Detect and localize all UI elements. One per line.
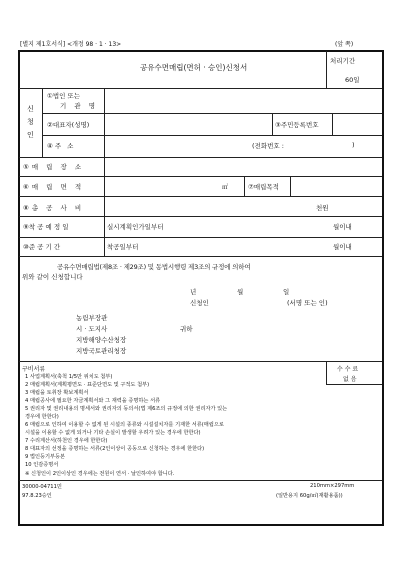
- signature-label: (서명 또는 인): [287, 299, 328, 307]
- phone-close: ): [352, 141, 355, 149]
- date-day: 일: [283, 288, 290, 296]
- row10-bottom: [19, 256, 382, 257]
- finish-unit: 월이내: [333, 243, 352, 251]
- main-label-divider: [104, 157, 105, 257]
- title-bottom-line: [19, 88, 382, 89]
- declaration-line-1: 공유수면매립법(제8조 · 제29조) 및 동법시행령 제3조의 규정에 의하여: [57, 263, 251, 271]
- recipient-4: 지방국토관리청장: [76, 347, 127, 355]
- corp-label-divider: [104, 88, 105, 158]
- area-label: ⑥매 립 면 적: [23, 183, 85, 191]
- applicant-label-3: 인: [27, 131, 34, 139]
- cost-unit: 천원: [316, 204, 329, 212]
- document-item-2: 2 매립계획서(계획평면도 · 표준단면도 및 구적도 첨부): [25, 382, 150, 388]
- applicant-label-1: 신: [27, 105, 34, 113]
- applicant-label-2: 청: [27, 118, 34, 126]
- row2-bottom: [42, 135, 382, 136]
- fee-value: 없 음: [343, 376, 357, 383]
- documents-bottom: [19, 480, 382, 481]
- corp-name-label-1: ①법인 또는: [47, 92, 81, 100]
- row1-bottom: [42, 113, 382, 114]
- applicant-sign-label: 신청인: [190, 299, 209, 307]
- declaration-bottom: [19, 361, 382, 362]
- side-label: (앞 쪽): [335, 41, 354, 48]
- row9-bottom: [19, 237, 382, 238]
- document-item-6b: 시설을 이용할 수 없게 되거나 기타 손실이 발생할 우려가 있는 경우에 한한다): [25, 430, 201, 436]
- honorific: 귀하: [180, 325, 193, 333]
- start-label: ⑨착 공 예 정 일: [23, 223, 69, 231]
- start-value: 실시계획인가일부터: [107, 223, 164, 231]
- processing-divider: [326, 51, 327, 89]
- phone-label: (전화번호 :: [252, 142, 284, 150]
- purpose-label: ⑦매립목적: [248, 183, 279, 191]
- purpose-value-divider: [290, 176, 291, 196]
- document-item-1: 1 사업계획서(축척 1/5만 위치도 첨부): [25, 374, 113, 380]
- cost-label: ⑧총 공 사 비: [23, 204, 85, 212]
- resident-value-divider: [332, 113, 333, 135]
- documents-note: ※ 신청인이 2인이상인 경우에는 전원이 연서 · 날인하여야 합니다.: [25, 471, 175, 477]
- applicant-label-divider: [42, 88, 43, 158]
- page-title: 공유수면매립(면허 · 승인)신청서: [140, 63, 248, 72]
- paper-size: 210mm×297mm: [310, 483, 355, 489]
- row3-bottom: [19, 157, 382, 158]
- document-item-5b: 경우에 한한다): [25, 414, 59, 420]
- corp-name-label-2: 기 관 명: [60, 102, 98, 110]
- document-item-10: 10 인감증명서: [25, 462, 59, 468]
- finish-label: ⑩준 공 기 간: [23, 243, 61, 251]
- row5-bottom: [19, 176, 382, 177]
- document-item-9: 9 법인등기부등본: [25, 454, 66, 460]
- form-code: 30000-04711민: [22, 484, 62, 490]
- fee-divider: [326, 361, 327, 384]
- row6-bottom: [19, 196, 382, 197]
- frame-left: [18, 50, 20, 525]
- address-label: [47, 141, 75, 150]
- recipient-2: 시 · 도지사: [76, 325, 108, 333]
- frame-bottom: [18, 524, 384, 526]
- document-item-5: 5 권리자 및 권리내용의 명세서와 권리자의 동의서(법 제6조의 규정에 의한 권리자가 있는: [25, 406, 228, 412]
- purpose-divider: [244, 176, 245, 196]
- processing-label: 처리기간: [330, 57, 356, 65]
- address-label-text: ④주 소: [47, 142, 76, 150]
- finish-value: 착공일부터: [107, 243, 139, 251]
- recipient-3: 지방해양수산청장: [76, 336, 127, 344]
- fee-label: 수 수 료: [337, 366, 359, 373]
- date-month: 월: [237, 288, 244, 296]
- document-item-3: 3 매립을 토취장 확보계획서: [25, 390, 89, 396]
- date-year: 년: [190, 288, 197, 296]
- document-item-8: 8 대표자의 선정을 증명하는 서류(2인이상이 공동으로 신청하는 경우에 한한다): [25, 446, 205, 452]
- resident-divider: [272, 113, 273, 135]
- frame-right: [382, 50, 384, 525]
- rep-name-label: ②대표자(성명): [47, 121, 90, 129]
- area-unit: ㎡: [222, 184, 229, 191]
- declaration-line-2: 위와 같이 신청합니다: [22, 273, 83, 281]
- paper-type: (일반용지 60g/㎡(재활용품)): [276, 493, 343, 499]
- resident-no-label: ③주민등록번호: [275, 121, 319, 129]
- processing-value: 60일: [345, 76, 360, 84]
- documents-header: 구비서류: [22, 366, 46, 373]
- document-item-4: 4 매립공사에 필요한 자금계획서와 그 재력을 증명하는 서류: [25, 398, 161, 404]
- frame-top: [18, 50, 384, 52]
- site-label: ⑤매 립 장 소: [23, 163, 85, 171]
- document-item-6: 6 매립으로 인하여 이용할 수 없게 된 시설의 종류와 시설설치자를 기재한 서류(매립으로: [25, 422, 224, 428]
- fee-bottom: [326, 384, 382, 385]
- approval-date: 97.8.23승인: [22, 493, 52, 499]
- form-reference: [별지 제1호서식] <개정 98 · 1 · 13>: [20, 41, 122, 48]
- recipient-1: 농림부장관: [76, 314, 108, 322]
- document-item-7: 7 수리계산서(하천인 경우에 한한다): [25, 438, 108, 444]
- row8-bottom: [19, 216, 382, 217]
- start-unit: 월이내: [333, 223, 352, 231]
